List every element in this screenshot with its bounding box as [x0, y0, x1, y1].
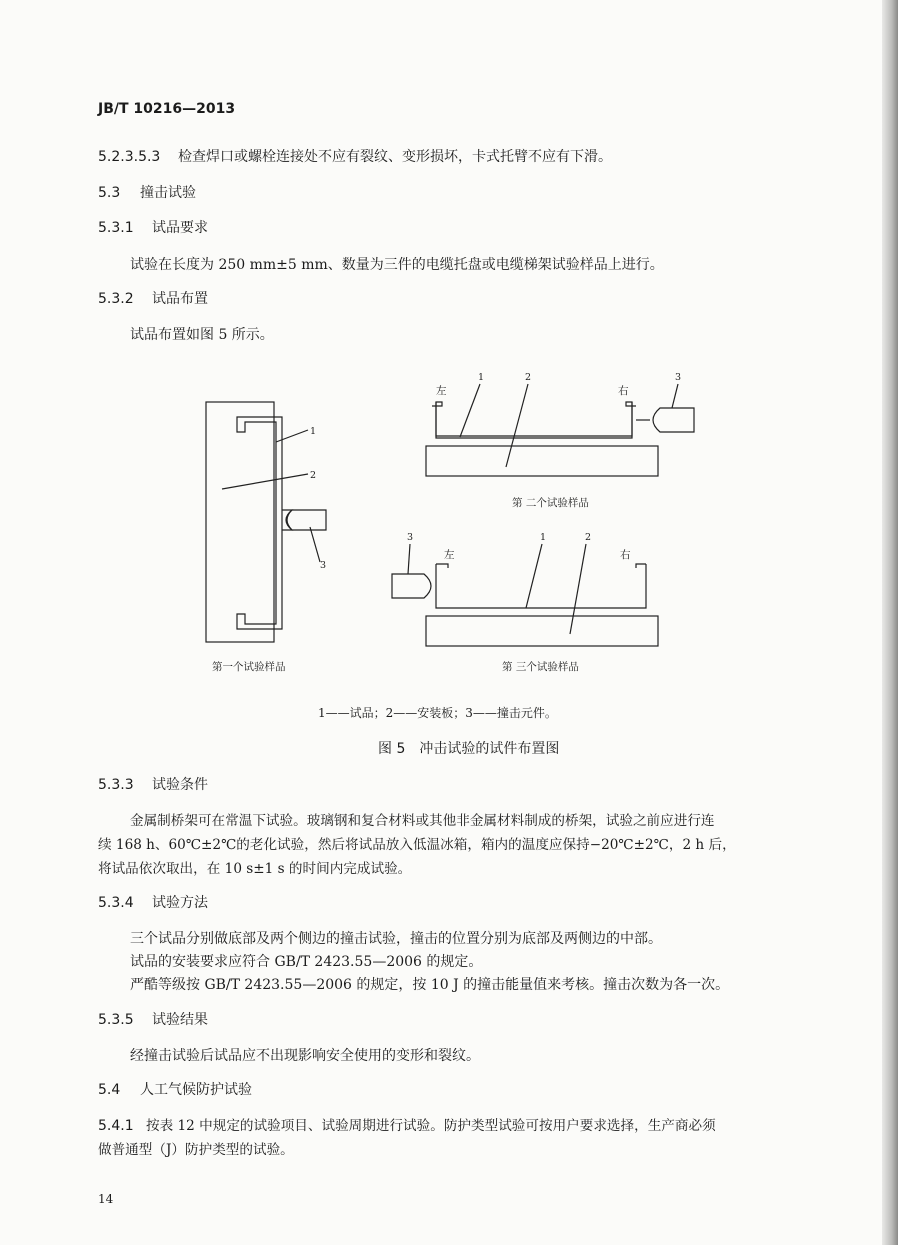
paragraph-line: 严酷等级按 GB/T 2423.55—2006 的规定，按 10 J 的撞击能量值来考核。撞击次数为各一次。	[130, 977, 730, 993]
sample-shape	[436, 402, 632, 438]
impactor-shape	[392, 574, 431, 598]
callout-3: 3	[320, 560, 327, 571]
impactor-shape	[653, 408, 694, 432]
page-number: 14	[98, 1192, 114, 1206]
mounting-plate-shape	[426, 446, 658, 476]
section-title: 人工气候防护试验	[140, 1082, 252, 1098]
callout-3: 3	[407, 532, 414, 543]
callout-2: 2	[310, 470, 317, 481]
subsection-number: 5.3.5	[98, 1012, 134, 1028]
paragraph: 试品布置如图 5 所示。	[130, 327, 274, 343]
subsection-number: 5.3.2	[98, 291, 134, 307]
subsection-number: 5.3.4	[98, 895, 134, 911]
clause-text: 检查焊口或螺栓连接处不应有裂纹、变形损坏，卡式托臂不应有下滑。	[178, 149, 612, 165]
figure-caption: 图 5 冲击试验的试件布置图	[378, 741, 560, 757]
callout-1: 1	[310, 426, 317, 437]
figure-legend: 1——试品；2——安装板；3——撞击元件。	[318, 706, 557, 720]
mounting-plate-shape	[426, 616, 658, 646]
impactor-tip-shape	[282, 510, 292, 530]
subsection-title: 试品要求	[152, 220, 208, 236]
leader-line	[276, 430, 308, 442]
paragraph-line: 三个试品分别做底部及两个侧边的撞击试验，撞击的位置分别为底部及两侧边的中部。	[130, 931, 662, 947]
right-mark: 右	[618, 385, 629, 397]
leader-line	[506, 384, 528, 467]
section-title: 撞击试验	[140, 185, 196, 201]
clause-number: 5.2.3.5.3	[98, 149, 161, 165]
sample-shape	[436, 564, 448, 568]
subsection-number: 5.3.3	[98, 777, 134, 793]
subsection-title: 试品布置	[152, 291, 208, 307]
leader-line	[672, 384, 678, 408]
leader-line	[526, 544, 542, 608]
section-number: 5.3	[98, 185, 121, 201]
impactor-shape	[286, 510, 326, 530]
sample-shape	[436, 564, 646, 608]
mounting-plate-shape	[206, 402, 274, 642]
figure-5	[180, 362, 700, 686]
callout-3: 3	[675, 372, 682, 383]
paragraph-line: 将试品依次取出，在 10 s±1 s 的时间内完成试验。	[98, 861, 412, 877]
paragraph-line: 续 168 h、60℃±2℃的老化试验，然后将试品放入低温冰箱，箱内的温度应保持−20℃±2℃，2 h 后，	[98, 837, 736, 853]
subsection-title: 试验方法	[152, 895, 208, 911]
clause-number: 5.4.1	[98, 1118, 134, 1134]
callout-1: 1	[540, 532, 547, 543]
subsection-title: 试验条件	[152, 777, 208, 793]
paragraph-line: 按表 12 中规定的试验项目、试验周期进行试验。防护类型试验可按用户要求选择，生产商必须	[146, 1118, 716, 1134]
paragraph-line: 金属制桥架可在常温下试验。玻璃钢和复合材料或其他非金属材料制成的桥架，试验之前应进行连	[130, 813, 715, 829]
leader-line	[310, 527, 320, 562]
sample-shape	[636, 564, 646, 568]
sample-2-label: 第 二个试验样品	[512, 497, 589, 509]
scan-edge-shadow	[882, 0, 898, 1245]
sample-3-label: 第 三个试验样品	[502, 661, 579, 673]
standard-code-header: JB/T 10216—2013	[98, 101, 236, 117]
callout-1: 1	[478, 372, 485, 383]
left-mark: 左	[436, 385, 447, 397]
subsection-title: 试验结果	[152, 1012, 208, 1028]
subsection-number: 5.3.1	[98, 220, 134, 236]
leader-line	[408, 544, 410, 574]
sample-shape	[237, 417, 282, 629]
impact-test-layout-diagram	[180, 362, 700, 682]
section-number: 5.4	[98, 1082, 121, 1098]
paragraph-line: 做普通型（J）防护类型的试验。	[98, 1142, 294, 1158]
leader-line	[570, 544, 586, 634]
paragraph: 经撞击试验后试品应不出现影响安全使用的变形和裂纹。	[130, 1048, 480, 1064]
callout-2: 2	[525, 372, 532, 383]
paragraph-line: 试品的安装要求应符合 GB/T 2423.55—2006 的规定。	[130, 954, 483, 970]
right-mark: 右	[620, 549, 631, 561]
paragraph: 试验在长度为 250 mm±5 mm、数量为三件的电缆托盘或电缆梯架试验样品上进行。	[130, 257, 664, 273]
leader-line	[222, 474, 308, 489]
callout-2: 2	[585, 532, 592, 543]
leader-line	[460, 384, 480, 437]
left-mark: 左	[444, 549, 455, 561]
sample-1-label: 第一个试验样品	[212, 661, 286, 673]
